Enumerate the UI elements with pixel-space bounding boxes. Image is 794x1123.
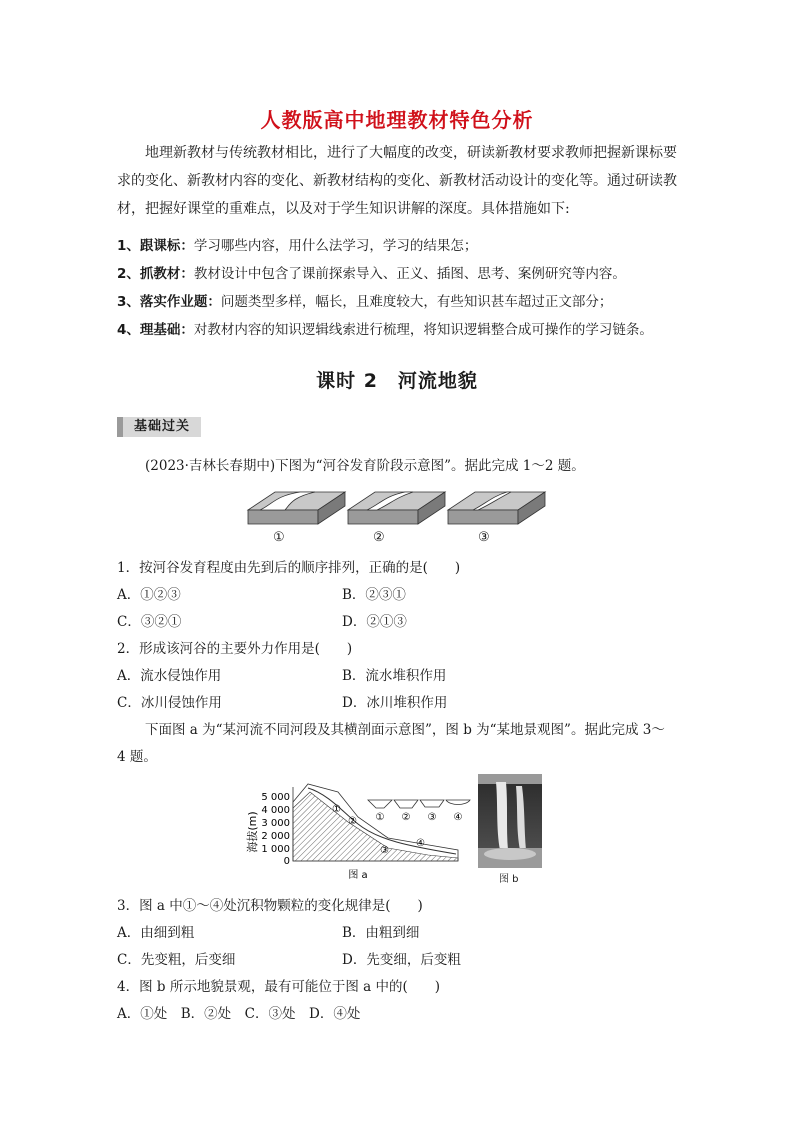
- fig-a-point-2: ②: [348, 816, 357, 827]
- question-4-options[interactable]: A．①处 B．②处 C．③处 D．④处: [117, 1006, 361, 1022]
- question-1-option-d[interactable]: D．②①③: [342, 614, 407, 630]
- question-3-option-c[interactable]: C．先变粗，后变细: [117, 952, 236, 968]
- measure-item-3: [117, 290, 612, 310]
- fig-a-ytick: 0: [283, 856, 290, 867]
- measure-text: 教材设计中包含了课前探索导入、正义、插图、思考、案例研究等内容。: [193, 266, 626, 282]
- measure-label: 2、抓教材：: [117, 266, 194, 282]
- cross-section-label-2: ②: [401, 812, 411, 823]
- question-2-option-b[interactable]: B．流水堆积作用: [342, 668, 447, 684]
- page-title: 人教版高中地理教材特色分析: [260, 108, 534, 132]
- group1-intro: (2023·吉林长春期中)下图为“河谷发育阶段示意图”。据此完成 1～2 题。: [145, 458, 585, 474]
- fig-a-ytick: 1 000: [261, 844, 290, 855]
- measure-item-4: [117, 318, 653, 338]
- valley-block-2: [348, 492, 445, 524]
- fig-b-caption: 图 b: [499, 874, 519, 885]
- fig-a-ytick: 4 000: [261, 805, 290, 816]
- measure-text: 对教材内容的知识逻辑线索进行梳理，将知识逻辑整合成可操作的学习链条。: [193, 322, 653, 338]
- measure-item-2: [117, 262, 626, 282]
- fig-a-ylabel: 海拔(m): [246, 811, 259, 853]
- measure-label: 3、落实作业题：: [117, 294, 221, 310]
- fig-a-ytick: 2 000: [261, 831, 290, 842]
- waterfall-photo: [478, 774, 542, 868]
- river-profile-figure: [248, 772, 470, 884]
- cross-section-3: [420, 800, 444, 807]
- cross-section-label-1: ①: [375, 812, 385, 823]
- fig-a-point-3: ③: [380, 845, 389, 856]
- question-2-option-d[interactable]: D．冰川堆积作用: [342, 695, 448, 711]
- measure-item-1: [117, 234, 477, 254]
- valley-block-3: [448, 492, 545, 524]
- question-3-option-a[interactable]: A．由细到粗: [117, 925, 195, 941]
- intro-paragraph: 地理新教材与传统教材相比，进行了大幅度的改变，研读新教材要求教师把握新课标要求的变化、新教材内容的变化、新教材结构的变化、新教材活动设计的变化等。通过研读教材，把握好课堂的重难点，以及对于学生知识讲解的深度。具体措施如下:: [117, 145, 677, 217]
- cross-section-4: [446, 800, 470, 805]
- valley-stages-figure: [245, 482, 550, 530]
- fig-a-caption: 图 a: [348, 870, 368, 881]
- question-3-stem: 3．图 a 中①～④处沉积物颗粒的变化规律是( ): [117, 898, 423, 914]
- figure-label-3: ③: [478, 530, 490, 545]
- measure-text: 问题类型多样，幅长，且难度较大，有些知识甚车超过正文部分；: [220, 294, 613, 310]
- cross-section-1: [368, 800, 392, 808]
- fig-a-point-4: ④: [416, 838, 425, 849]
- valley-block-1: [248, 492, 345, 524]
- group2-intro-line1: 下面图 a 为“某河流不同河段及其横剖面示意图”，图 b 为“某地景观图”。据此完成 3～: [145, 722, 665, 738]
- cross-section-2: [394, 800, 418, 808]
- question-4-stem: 4．图 b 所示地貌景观，最有可能位于图 a 中的( ): [117, 979, 440, 995]
- question-3-option-b[interactable]: B．由粗到细: [342, 925, 420, 941]
- figure-label-2: ②: [373, 530, 385, 545]
- question-3-option-d[interactable]: D．先变细，后变粗: [342, 952, 461, 968]
- measure-text: 学习哪些内容，用什么法学习，学习的结果怎；: [193, 238, 478, 254]
- group2-intro-line2: 4 题。: [117, 749, 157, 765]
- question-2-option-c[interactable]: C．冰川侵蚀作用: [117, 695, 222, 711]
- figure-label-1: ①: [273, 530, 285, 545]
- lesson-title: 课时 2 河流地貌: [316, 370, 478, 392]
- fig-a-ytick: 3 000: [261, 818, 290, 829]
- question-1-option-b[interactable]: B．②③①: [342, 587, 406, 603]
- cross-section-label-3: ③: [427, 812, 437, 823]
- fig-a-ytick: 5 000: [261, 792, 290, 803]
- question-1-stem: 1．按河谷发育程度由先到后的顺序排列，正确的是( ): [117, 560, 461, 576]
- question-2-stem: 2．形成该河谷的主要外力作用是( ): [117, 641, 353, 657]
- question-1-option-c[interactable]: C．③②①: [117, 614, 182, 630]
- section-badge: 基础过关: [117, 417, 201, 437]
- question-1-option-a[interactable]: A．①②③: [117, 587, 181, 603]
- measure-label: 4、理基础：: [117, 322, 194, 338]
- cross-section-label-4: ④: [453, 812, 463, 823]
- fig-a-point-1: ①: [332, 804, 341, 815]
- question-2-option-a[interactable]: A．流水侵蚀作用: [117, 668, 222, 684]
- measure-label: 1、跟课标：: [117, 238, 194, 254]
